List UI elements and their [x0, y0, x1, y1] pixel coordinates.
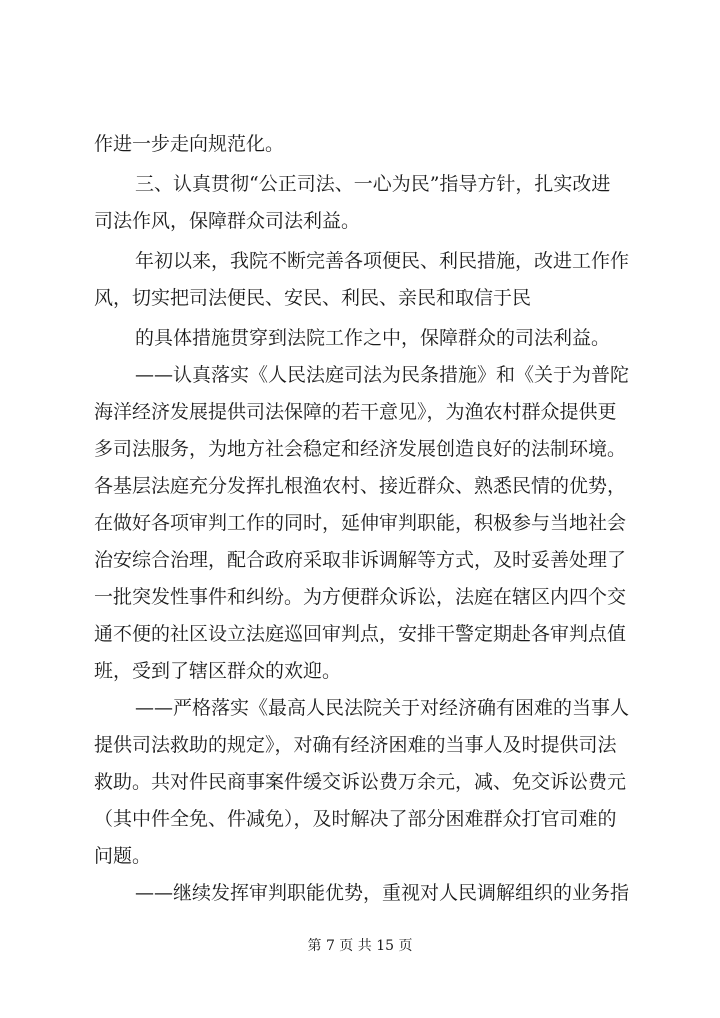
text-line: 提供司法救助的规定》，对确有经济困难的当事人及时提供司法 — [94, 734, 617, 756]
text-line: 治安综合治理，配合政府采取非诉调解等方式，及时妥善处理了 — [94, 549, 627, 571]
document-body — [94, 126, 642, 912]
paragraph-first-line: ——继续发挥审判职能优势，重视对人民调解组织的业务指 — [135, 882, 630, 904]
text-line: 通不便的社区设立法庭巡回审判点，安排干警定期赴各审判点值 — [94, 623, 627, 645]
text-line: 班，受到了辖区群众的欢迎。 — [94, 660, 342, 682]
paragraph-first-line: 的具体措施贯穿到法院工作之中，保障群众的司法利益。 — [135, 327, 611, 349]
paragraph-first-line: ——认真落实《人民法庭司法为民条措施》和《关于为普陀 — [135, 364, 630, 386]
text-line: 作进一步走向规范化。 — [94, 133, 285, 155]
text-line: 风，切实把司法便民、安民、利民、亲民和取信于民 — [94, 287, 532, 309]
text-line: 一批突发性事件和纠纷。为方便群众诉讼，法庭在辖区内四个交 — [94, 586, 627, 608]
text-line: 海洋经济发展提供司法保障的若干意见》，为渔农村群众提供更 — [94, 401, 617, 423]
paragraph-first-line: 年初以来，我院不断完善各项便民、利民措施，改进工作作 — [135, 250, 630, 272]
text-line: 在做好各项审判工作的同时，延伸审判职能，积极参与当地社会 — [94, 512, 627, 534]
text-line: （其中件全免、件减免），及时解决了部分困难群众打官司难的 — [94, 808, 617, 830]
text-line: 多司法服务，为地方社会稳定和经济发展创造良好的法制环境。 — [94, 438, 627, 460]
section-heading-line: 司法作风，保障群众司法利益。 — [94, 210, 361, 232]
section-heading-line: 三、认真贯彻“公正司法、一心为民”指导方针，扎实改进 — [135, 173, 611, 195]
paragraph-first-line: ——严格落实《最高人民法院关于对经济确有困难的当事人 — [135, 697, 630, 719]
text-line: 问题。 — [94, 845, 152, 867]
text-line: 各基层法庭充分发挥扎根渔农村、接近群众、熟悉民情的优势， — [94, 475, 627, 497]
text-line: 救助。共对件民商事案件缓交诉讼费万余元，减、免交诉讼费元 — [94, 771, 627, 793]
page-number-footer: 第 7 页 共 15 页 — [307, 938, 413, 954]
